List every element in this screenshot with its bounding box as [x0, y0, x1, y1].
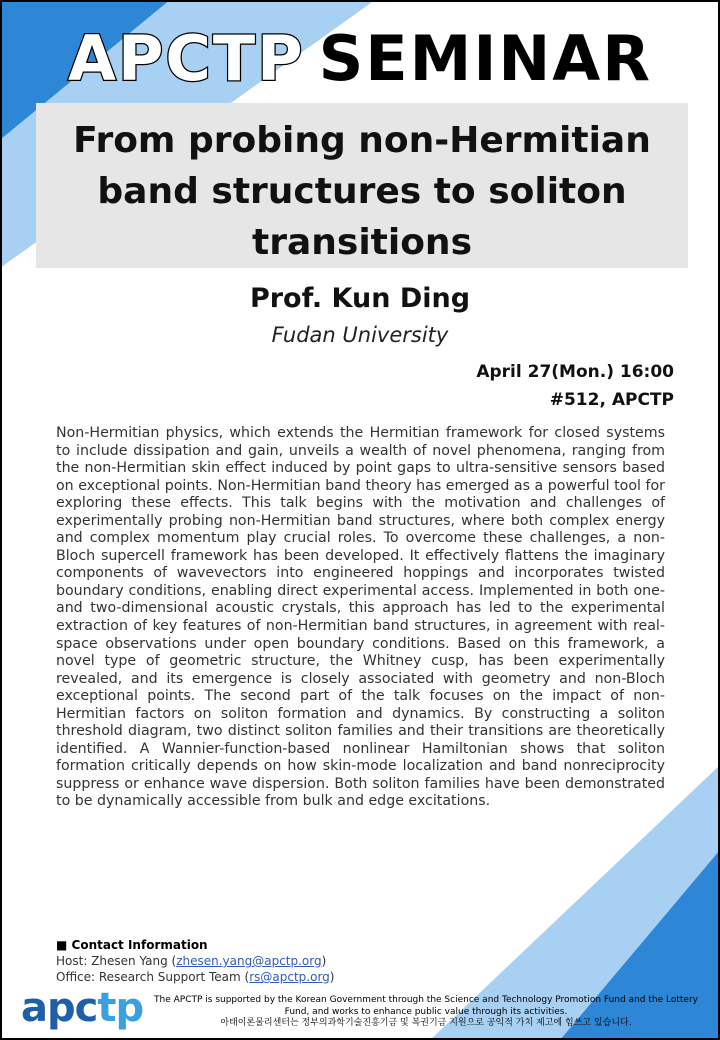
apctp-logo [21, 984, 143, 1032]
schedule [476, 358, 674, 414]
host-close: ) [321, 954, 327, 968]
seminar-location: #512, APCTP [549, 390, 674, 410]
abstract: Non-Hermitian physics, which extends the Hermitian framework for closed systems to include dissipation and gain, unveils a wealth of novel phenomena, ranging from the non-Hermitian skin effect induced by point gaps to ultra-sensitive sensors based on exceptional points. Non-Hermitian band theory has emerged as a powerful tool for exploring these effects. This talk begins with the motivation and challenges of experimentally probing non-Hermitian band structures, where both complex energy and complex momentum play crucial roles. To overcome these challenges, a non-Bloch supercell framework has been developed. It effectively flattens the imaginary components of wavevectors into engineered hoppings and incorporates twisted boundary conditions, enabling direct experimental access. Implemented in both one- and two-dimensional acoustic crystals, this approach has led to the experimental extraction of key features of non-Hermitian band structures, in agreement with real-space observations under open boundary conditions. Based on this framework, a novel type of geometric structure, the Whitney cusp, has been experimentally revealed, and its emergence is closely associated with geometry and non-Bloch exceptional points. The second part of the talk focuses on the impact of non-Hermitian factors on soliton formation and dynamics. By constructing a soliton threshold diagram, two distinct soliton families and their transitions are theoretically identified. A Wannier-function-based nonlinear Hamiltonian shows that soliton formation critically depends on how skin-mode localization and band nonreciprocity suppress or enhance wave dispersion. Both soliton families have been demonstrated to be dynamically accessible from bulk and edge excitations. [56, 425, 665, 810]
contact-host [56, 953, 334, 969]
logo-part-1: apc [21, 985, 98, 1031]
talk-title-line: band structures to soliton [97, 171, 627, 212]
header-seminar: SEMINAR [318, 22, 653, 95]
contact-information [56, 937, 334, 985]
seminar-header [0, 22, 720, 95]
logo-part-2: tp [97, 985, 144, 1031]
office-label: Office: Research Support Team ( [56, 970, 250, 984]
header-apctp: APCTP [67, 22, 305, 95]
talk-title-line: transitions [252, 222, 472, 263]
host-email-link[interactable]: zhesen.yang@apctp.org [176, 954, 322, 968]
contact-office [56, 969, 334, 985]
speaker-name: Prof. Kun Ding [249, 283, 471, 314]
talk-title-line: From probing non-Hermitian [73, 120, 651, 161]
host-label: Host: Zhesen Yang ( [56, 954, 177, 968]
support-notice-korean: 아태이론물리센터는 정부의과학기술진흥기금 및 복권기금 지원으로 공익적 가치 제고에 힘쓰고 있습니다. [220, 1018, 632, 1028]
support-notice-line: The APCTP is supported by the Korean Government through the Science and Technology Promotion Fund and the Lottery [154, 995, 698, 1005]
support-notice [148, 995, 704, 1030]
contact-heading: ■ Contact Information [56, 938, 208, 952]
seminar-datetime: April 27(Mon.) 16:00 [476, 362, 674, 382]
office-close: ) [329, 970, 335, 984]
office-email-link[interactable]: rs@apctp.org [249, 970, 330, 984]
talk-title [36, 103, 688, 268]
speaker-affiliation: Fudan University [271, 323, 449, 347]
support-notice-line: Fund, and works to enhance public value through its activities. [284, 1006, 568, 1017]
